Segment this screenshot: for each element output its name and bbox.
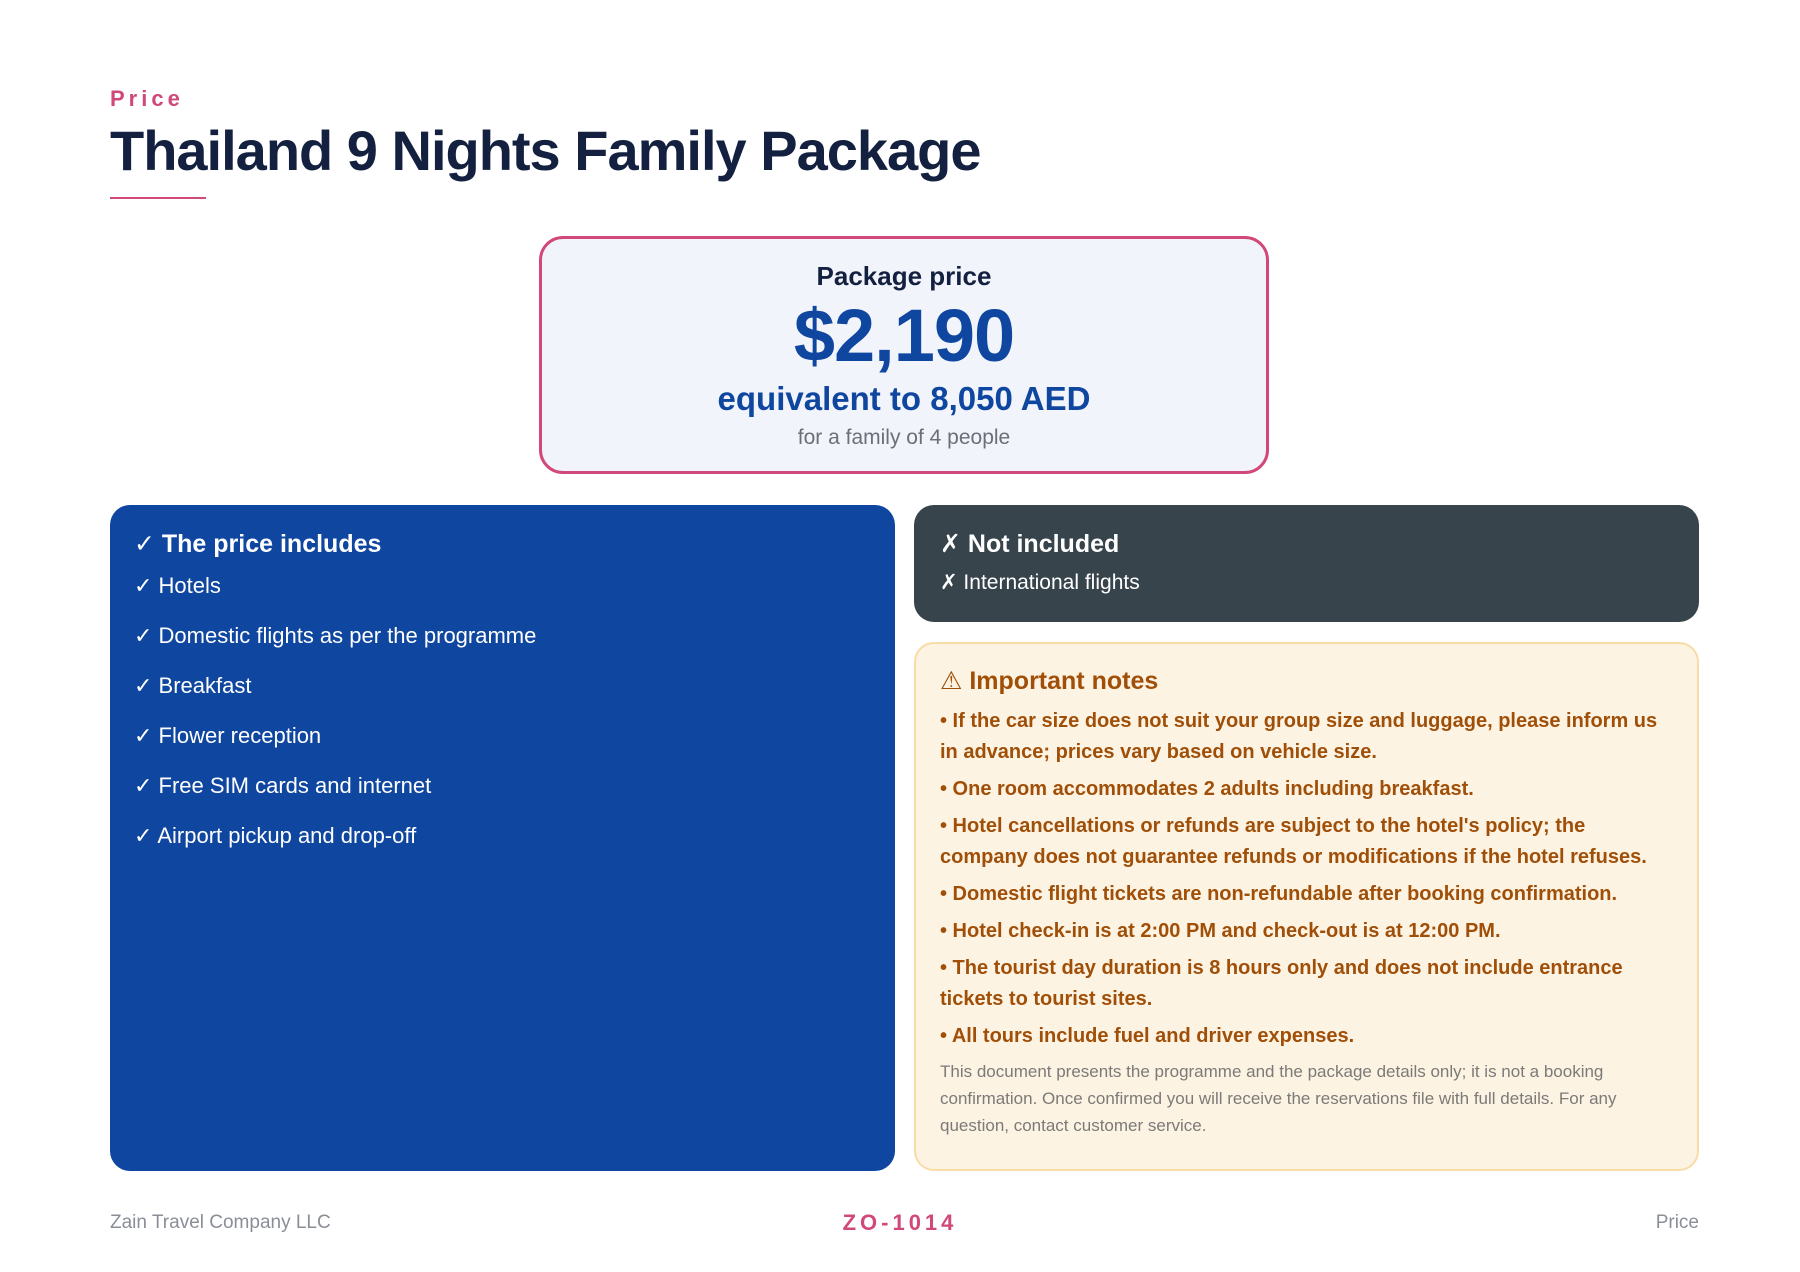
list-item: • If the car size does not suit your group size and luggage, please inform us in advance; prices vary based on vehicle size.	[940, 710, 1658, 763]
list-item: ✗ International flights	[940, 571, 1140, 594]
price-equivalent: equivalent to 8,050 AED	[717, 380, 1091, 417]
not-included-box	[914, 505, 1699, 622]
notes-list	[940, 706, 1673, 1052]
list-item: • One room accommodates 2 adults including breakfast.	[940, 778, 1474, 800]
includes-list	[134, 573, 871, 849]
page-title: Thailand 9 Nights Family Package	[110, 119, 981, 182]
price-label: Package price	[816, 261, 992, 291]
list-item: ✓ Airport pickup and drop-off	[134, 823, 417, 848]
section-eyebrow: Price	[110, 86, 184, 111]
footer-section: Price	[1655, 1212, 1699, 1233]
footer-code: ZO-1014	[842, 1210, 958, 1235]
price-note: for a family of 4 people	[797, 426, 1011, 449]
list-item: • Domestic flight tickets are non-refundable after booking confirmation.	[940, 883, 1618, 905]
price-includes-box	[110, 505, 895, 1171]
list-item: ✓ Breakfast	[134, 673, 252, 698]
list-item: • Hotel cancellations or refunds are subject to the hotel's policy; the company does not guarantee refunds or modifications if the hotel refuses.	[940, 815, 1647, 868]
package-price-card	[539, 236, 1269, 474]
includes-heading: ✓ The price includes	[134, 530, 382, 558]
footer-company: Zain Travel Company LLC	[110, 1212, 331, 1233]
list-item: • Hotel check-in is at 2:00 PM and check-out is at 12:00 PM.	[940, 920, 1501, 942]
list-item: ✓ Domestic flights as per the programme	[134, 623, 537, 648]
list-item: ✓ Free SIM cards and internet	[134, 773, 432, 798]
not-included-list	[940, 569, 1673, 597]
list-item: ✓ Flower reception	[134, 723, 322, 748]
notes-heading: ⚠ Important notes	[940, 667, 1159, 695]
not-included-heading: ✗ Not included	[940, 530, 1120, 558]
list-item: • The tourist day duration is 8 hours only and does not include entrance tickets to tourist sites.	[940, 957, 1623, 1010]
title-underline	[110, 197, 206, 199]
price-amount: $2,190	[793, 294, 1015, 377]
important-notes-box	[914, 642, 1699, 1171]
disclaimer-text: This document presents the programme and the package details only; it is not a booking confirmation. Once confirmed you will receive the reservations file with full details. For any question, contact customer service.	[940, 1062, 1617, 1135]
list-item: • All tours include fuel and driver expenses.	[940, 1025, 1355, 1047]
list-item: ✓ Hotels	[134, 573, 221, 598]
